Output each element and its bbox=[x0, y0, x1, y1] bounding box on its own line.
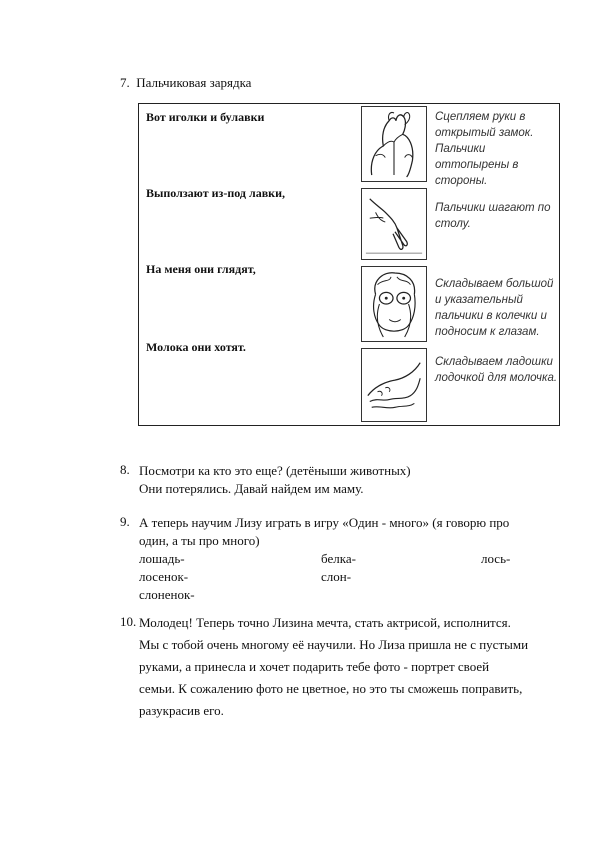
cupped-hands-icon bbox=[361, 348, 427, 422]
word-horse: лошадь- bbox=[139, 551, 185, 566]
word-moose-calf: лосенок- bbox=[139, 569, 189, 584]
item7-heading bbox=[120, 74, 251, 92]
item8-text-line-1: Посмотри ка кто это еще? (детёныши животных) bbox=[139, 463, 411, 478]
word-elephant-calf: слоненок- bbox=[139, 587, 195, 602]
item10-text-line-3: руками, а принесла и хочет подарить тебе фото - портрет своей bbox=[139, 659, 490, 674]
item10-text-line-4: семьи. К сожалению фото не цветное, но это ты сможешь поправить, bbox=[139, 681, 523, 696]
item-number: 7. bbox=[120, 75, 130, 90]
locked-hands-icon bbox=[361, 106, 427, 182]
item10-text-line-1: Молодец! Теперь точно Лизина мечта, стать актрисой, исполнится. bbox=[139, 615, 511, 630]
verse-line-2: Выползают из-под лавки, bbox=[146, 186, 286, 200]
word-elephant: слон- bbox=[321, 569, 352, 584]
item10-text-line-5: разукрасив его. bbox=[139, 703, 224, 718]
word-squirrel: белка- bbox=[321, 551, 356, 566]
word-moose: лось- bbox=[481, 551, 511, 566]
item8-text-line-2: Они потерялись. Давай найдем им маму. bbox=[139, 481, 364, 496]
walking-fingers-icon bbox=[361, 188, 427, 260]
finger-exercise-table bbox=[138, 103, 560, 426]
item9-text-line-2: один, а ты про много) bbox=[139, 533, 260, 548]
item10-number: 10. bbox=[120, 614, 137, 629]
item9-number: 9. bbox=[120, 514, 130, 529]
item8-number: 8. bbox=[120, 462, 130, 477]
verse-line-3: На меня они глядят, bbox=[146, 262, 256, 276]
instruction-3: Складываем большой и указательный пальчики в колечки и подносим к глазам. bbox=[435, 278, 554, 338]
instruction-1: Сцепляем руки в открытый замок. Пальчики оттопырены в стороны. bbox=[435, 111, 534, 187]
item10-text-line-2: Мы с тобой очень многому её научили. Но Лиза пришла не с пустыми bbox=[139, 637, 529, 652]
finger-glasses-icon bbox=[361, 266, 427, 342]
verse-line-1: Вот иголки и булавки bbox=[146, 110, 265, 124]
item-title: Пальчиковая зарядка bbox=[136, 75, 252, 90]
item9-text-line-1: А теперь научим Лизу играть в игру «Один - много» (я говорю про bbox=[139, 515, 510, 530]
instruction-2: Пальчики шагают по столу. bbox=[435, 202, 551, 230]
verse-line-4: Молока они хотят. bbox=[146, 340, 246, 354]
instruction-4: Складываем ладошки лодочкой для молочка. bbox=[435, 356, 558, 384]
